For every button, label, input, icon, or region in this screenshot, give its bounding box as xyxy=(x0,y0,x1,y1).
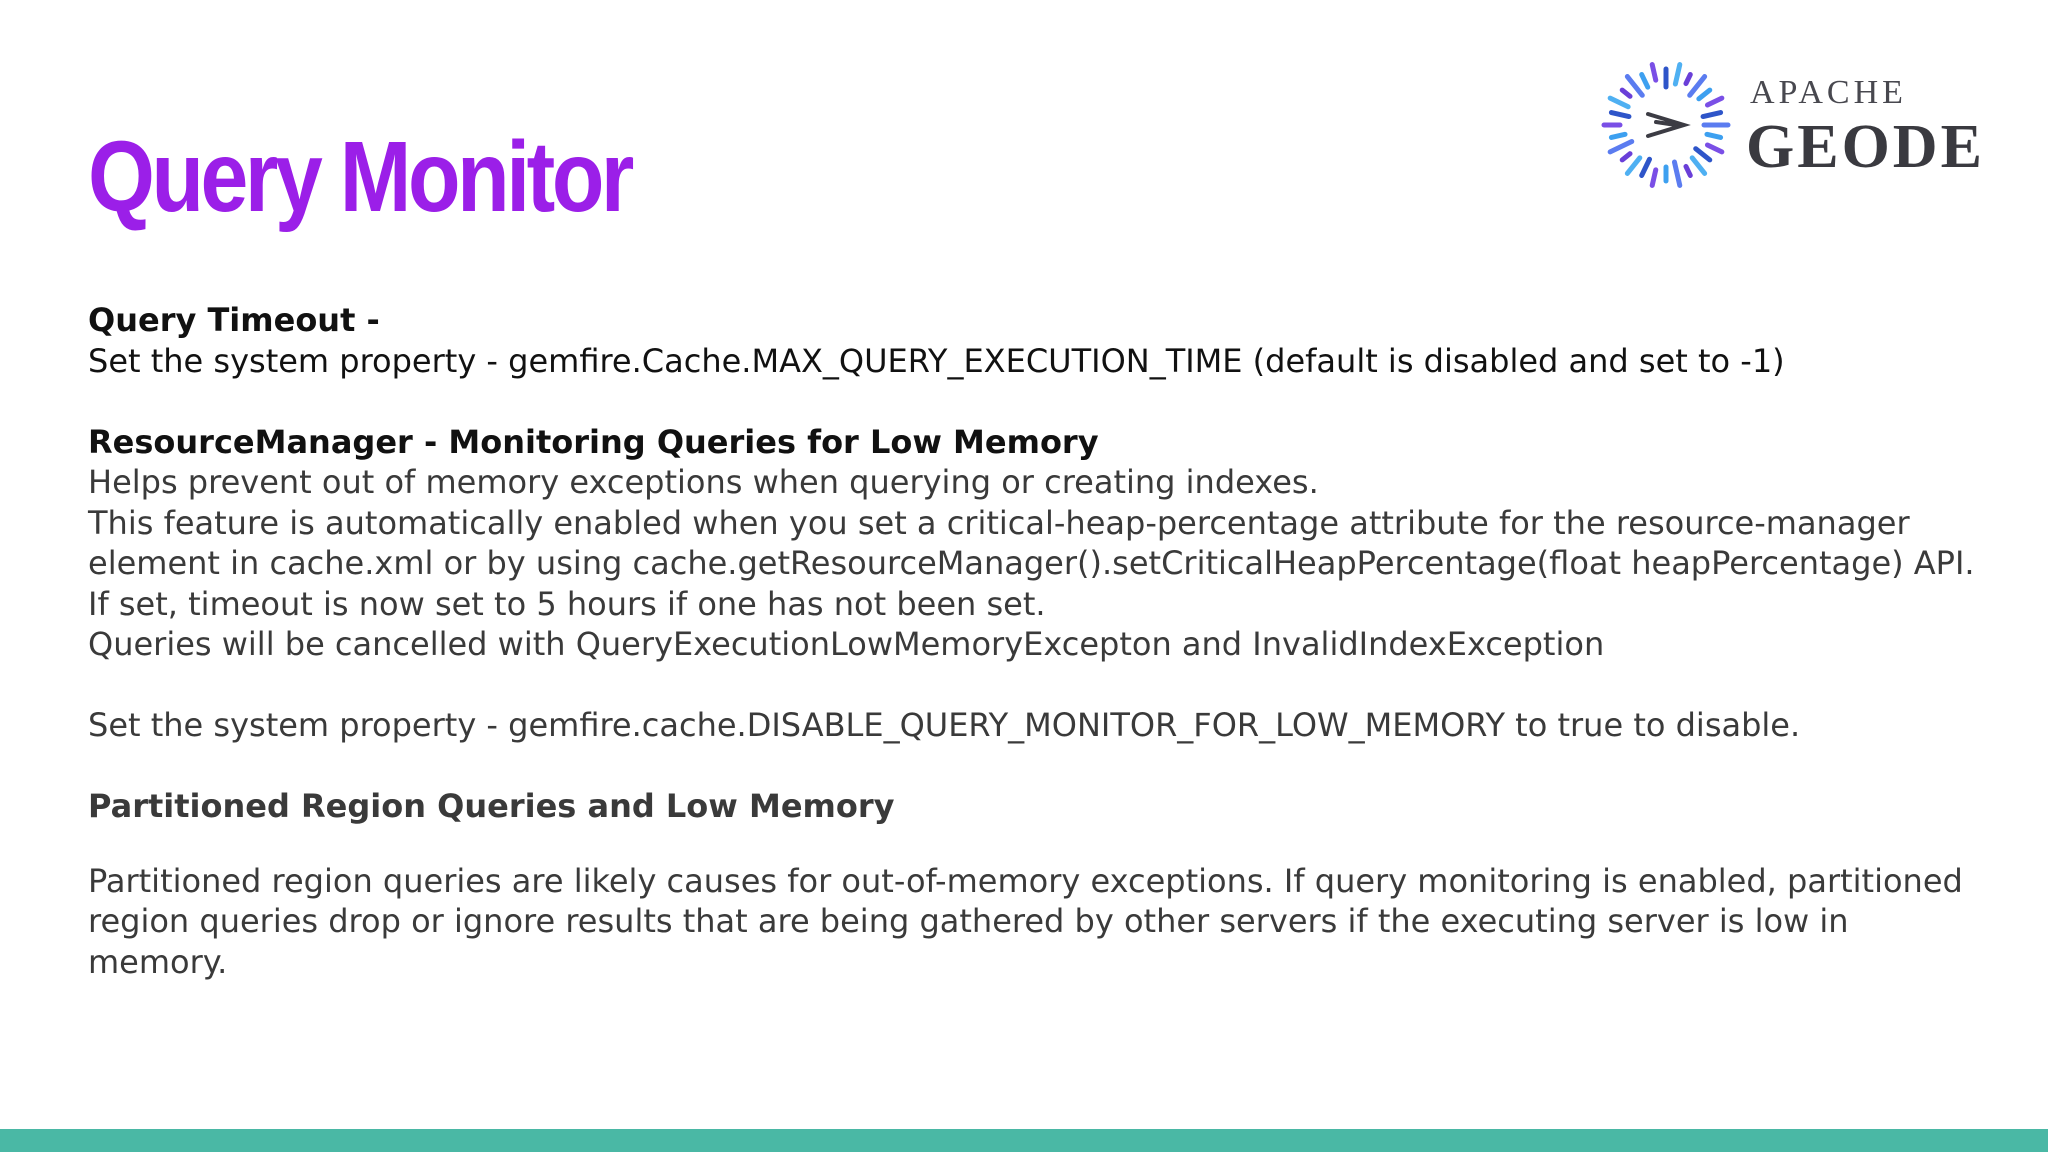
resource-line: Helps prevent out of memory exceptions when querying or creating indexes. xyxy=(88,463,1319,501)
resource-line: This feature is automatically enabled when you set a critical-heap-percentage attribute for the resource-manager xyxy=(88,503,1910,542)
resource-line: If set, timeout is now set to 5 hours if one has not been set. xyxy=(88,584,1046,623)
apache-geode-logo xyxy=(1596,56,2006,194)
timeout-heading: Query Timeout - xyxy=(88,301,380,339)
resource-line: element in cache.xml or by using cache.getResourceManager().setCriticalHeapPercentage(float heapPercentage) API. xyxy=(88,544,1975,582)
bottom-accent-bar xyxy=(0,1129,2048,1152)
partitioned-text: Partitioned region queries are likely causes for out-of-memory exceptions. If query monitoring is enabled, partitioned region queries drop or ignore results that are being gathered by other servers if the executing server is low in memory. xyxy=(88,861,1963,981)
disable-text: Set the system property - gemfire.cache.DISABLE_QUERY_MONITOR_FOR_LOW_MEMORY to true to disable. xyxy=(88,706,1801,744)
geode-starburst-icon xyxy=(1596,56,1736,194)
slide-body xyxy=(88,300,1988,982)
logo-text-geode: GEODE xyxy=(1746,113,1985,181)
partitioned-heading: Partitioned Region Queries and Low Memory xyxy=(88,787,895,825)
timeout-text: Set the system property - gemfire.Cache.MAX_QUERY_EXECUTION_TIME (default is disabled and set to -1) xyxy=(88,341,1785,380)
logo-text-apache: APACHE xyxy=(1750,74,1907,111)
page-title: Query Monitor xyxy=(88,121,631,233)
resource-line: Queries will be cancelled with QueryExecutionLowMemoryExcepton and InvalidIndexException xyxy=(88,625,1605,663)
resource-heading: ResourceManager - Monitoring Queries for Low Memory xyxy=(88,422,1099,461)
